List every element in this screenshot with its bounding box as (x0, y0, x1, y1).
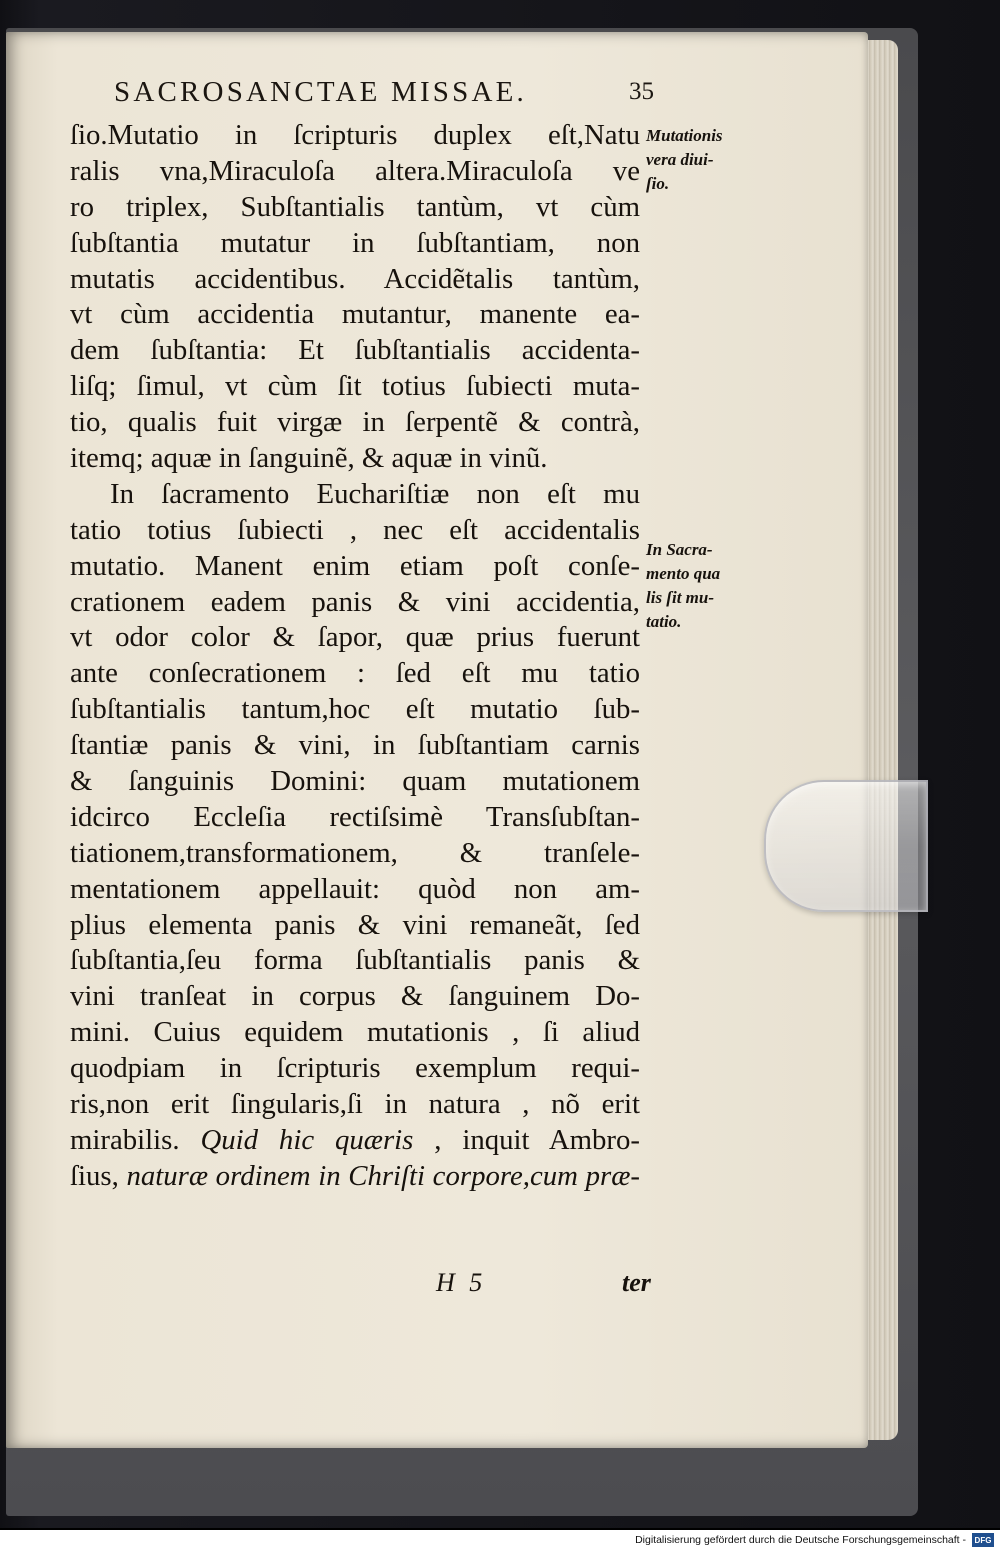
text-line: vt cùm accidentia mutantur, manente ea- (70, 298, 640, 331)
text-line (70, 1159, 640, 1195)
margin-note-sacrament (646, 538, 720, 634)
page-header (114, 70, 654, 114)
footer-credit: Digitalisierung gefördert durch die Deutsche Forschungsgemeinschaft - (635, 1534, 966, 1546)
page-clip (764, 780, 928, 912)
dfg-logo-icon: DFG (972, 1533, 994, 1547)
text-line: quodpiam in ſcripturis exemplum requi- (70, 1052, 640, 1085)
margin-note-line: vera diui- (646, 150, 714, 169)
margin-note-line: mento qua (646, 564, 721, 583)
line-segment: ſius, (70, 1159, 127, 1192)
text-line: dem ſubſtantia: Et ſubſtantialis accidenta- (70, 334, 640, 367)
text-line: tiationem,transformationem, & tranſele- (70, 836, 640, 869)
text-line: plius elementa panis & vini remaneãt, ſed (70, 908, 640, 941)
text-line: ſtantiæ panis & vini, in ſubſtantiam carnis (70, 729, 640, 762)
line-segment: mirabilis. (70, 1123, 201, 1156)
margin-note-line: In Sacra- (646, 540, 713, 559)
text-line: tatio totius ſubiecti , nec eſt accidentalis (70, 513, 640, 546)
text-line: ſubſtantialis tantum,hoc eſt mutatio ſub- (70, 693, 640, 726)
italic-quote: naturæ ordinem in Chriſti corpore,cum præ- (126, 1159, 640, 1192)
catchword: ter (622, 1268, 651, 1297)
text-line: ſio.Mutatio in ſcripturis duplex eſt,Natu (70, 119, 640, 151)
text-line: itemq; aquæ in ſanguinẽ, & aquæ in vinũ. (70, 442, 548, 475)
margin-note-line: tatio. (646, 612, 682, 631)
signature-mark: H 5 (436, 1268, 487, 1297)
margin-note-mutation (646, 124, 723, 196)
margin-note-line: lis ſit mu- (646, 588, 715, 607)
footer-bar (0, 1530, 1000, 1550)
text-line: & ſanguinis Domini: quam mutationem (70, 765, 640, 798)
page-number: 35 (629, 78, 654, 105)
text-line: mentationem appellauit: quòd non am- (70, 872, 640, 905)
running-head: SACROSANCTAE MISSAE. (114, 75, 527, 108)
text-line: In ſacramento Euchariſtiæ non eſt mu (110, 477, 640, 510)
line-segment: , inquit Ambro- (413, 1123, 640, 1156)
italic-quote: Quid hic quæris (200, 1123, 414, 1156)
text-line: ralis vna,Miraculoſa altera.Miraculoſa ve (70, 154, 640, 187)
text-line: ris,non erit ſingularis,ſi in natura , nõ erit (70, 1088, 640, 1121)
text-line: ſubſtantia,ſeu forma ſubſtantialis panis & (70, 944, 640, 977)
text-line: vt odor color & ſapor, quæ prius fuerunt (70, 621, 640, 654)
text-line: ro triplex, Subſtantialis tantùm, vt cùm (70, 190, 640, 223)
text-line (70, 1123, 640, 1159)
text-line: mini. Cuius equidem mutationis , ſi aliud (70, 1016, 640, 1049)
text-line: mutatio. Manent enim etiam poſt conſe- (70, 549, 640, 582)
text-line: ſubſtantia mutatur in ſubſtantiam, non (70, 226, 640, 259)
text-line: ante conſecrationem : ſed eſt mu tatio (70, 657, 640, 690)
text-line: vini tranſeat in corpus & ſanguinem Do- (70, 980, 640, 1013)
body-text (70, 118, 640, 1195)
text-line: idcirco Eccleſia rectiſsimè Transſubſtan- (70, 800, 640, 833)
text-line: liſq; ſimul, vt cùm ſit totius ſubiecti muta- (70, 370, 640, 403)
margin-note-line: ſio. (646, 174, 670, 193)
text-line: crationem eadem panis & vini accidentia, (70, 585, 640, 618)
text-line: tio, qualis fuit virgæ in ſerpentẽ & contrà, (70, 406, 640, 439)
margin-note-line: Mutationis (646, 126, 723, 145)
text-line: mutatis accidentibus. Accidẽtalis tantùm, (70, 262, 640, 295)
